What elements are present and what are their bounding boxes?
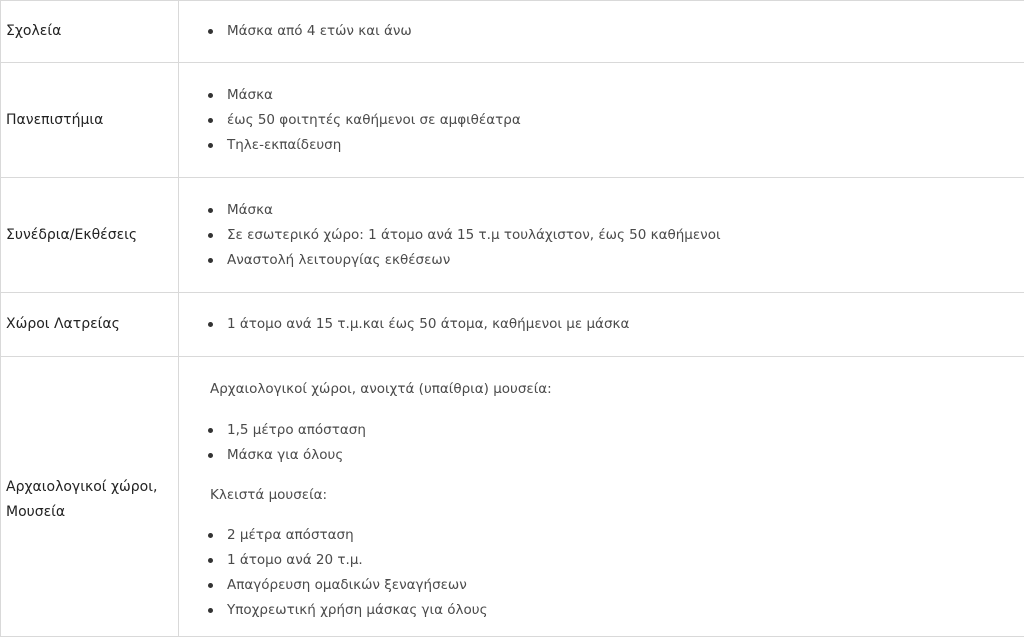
table-row <box>1 357 1024 637</box>
table-row <box>1 178 1024 293</box>
bullet-icon <box>208 558 213 563</box>
rules-list <box>207 198 1014 273</box>
bullet-icon <box>208 29 213 34</box>
list-item: Σε εσωτερικό χώρο: 1 άτομο ανά 15 τ.μ τουλάχιστον, έως 50 καθήμενοι <box>227 223 1014 248</box>
bullet-icon <box>208 608 213 613</box>
category-cell <box>1 178 179 293</box>
rules-cell <box>179 293 1024 357</box>
rules-cell <box>179 63 1024 178</box>
list-item: 1 άτομο ανά 15 τ.μ.και έως 50 άτομα, καθήμενοι με μάσκα <box>227 312 1014 337</box>
rules-cell <box>179 178 1024 293</box>
bullet-icon <box>208 143 213 148</box>
bullet-icon <box>208 258 213 263</box>
category-label: Πανεπιστήμια <box>6 112 103 128</box>
list-item: Μάσκα από 4 ετών και άνω <box>227 19 1014 44</box>
list-item: Αναστολή λειτουργίας εκθέσεων <box>227 248 1014 273</box>
rules-cell <box>179 357 1024 637</box>
rules-list <box>207 418 1014 468</box>
rules-cell <box>179 1 1024 63</box>
table-row <box>1 293 1024 357</box>
list-item: 2 μέτρα απόσταση <box>227 523 1014 548</box>
list-item: Απαγόρευση ομαδικών ξεναγήσεων <box>227 573 1014 598</box>
bullet-icon <box>208 453 213 458</box>
list-item: έως 50 φοιτητές καθήμενοι σε αμφιθέατρα <box>227 108 1014 133</box>
list-item: 1 άτομο ανά 20 τ.μ. <box>227 548 1014 573</box>
bullet-icon <box>208 583 213 588</box>
table-row <box>1 63 1024 178</box>
bullet-icon <box>208 533 213 538</box>
open-museums-heading: Αρχαιολογικοί χώροι, ανοιχτά (υπαίθρια) μουσεία: <box>207 377 1014 402</box>
category-cell <box>1 293 179 357</box>
closed-museums-heading: Κλειστά μουσεία: <box>207 483 1014 508</box>
bullet-icon <box>208 208 213 213</box>
rules-list <box>207 523 1014 623</box>
list-item: Μάσκα για όλους <box>227 443 1014 468</box>
list-item: Υποχρεωτική χρήση μάσκας για όλους <box>227 598 1014 623</box>
category-label: Συνέδρια/Εκθέσεις <box>6 227 137 243</box>
bullet-icon <box>208 233 213 238</box>
list-item: Τηλε-εκπαίδευση <box>227 133 1014 158</box>
category-label: Αρχαιολογικοί χώροι, Μουσεία <box>6 475 170 525</box>
bullet-icon <box>208 428 213 433</box>
rules-list <box>207 83 1014 158</box>
list-item: Μάσκα <box>227 83 1014 108</box>
bullet-icon <box>208 322 213 327</box>
category-label: Χώροι Λατρείας <box>6 316 120 332</box>
category-label: Σχολεία <box>6 23 61 39</box>
category-cell <box>1 1 179 63</box>
category-cell <box>1 357 179 637</box>
rules-list <box>207 19 1014 44</box>
list-item: 1,5 μέτρο απόσταση <box>227 418 1014 443</box>
table-row <box>1 1 1024 63</box>
list-item: Μάσκα <box>227 198 1014 223</box>
bullet-icon <box>208 118 213 123</box>
rules-list <box>207 312 1014 337</box>
bullet-icon <box>208 93 213 98</box>
category-cell <box>1 63 179 178</box>
